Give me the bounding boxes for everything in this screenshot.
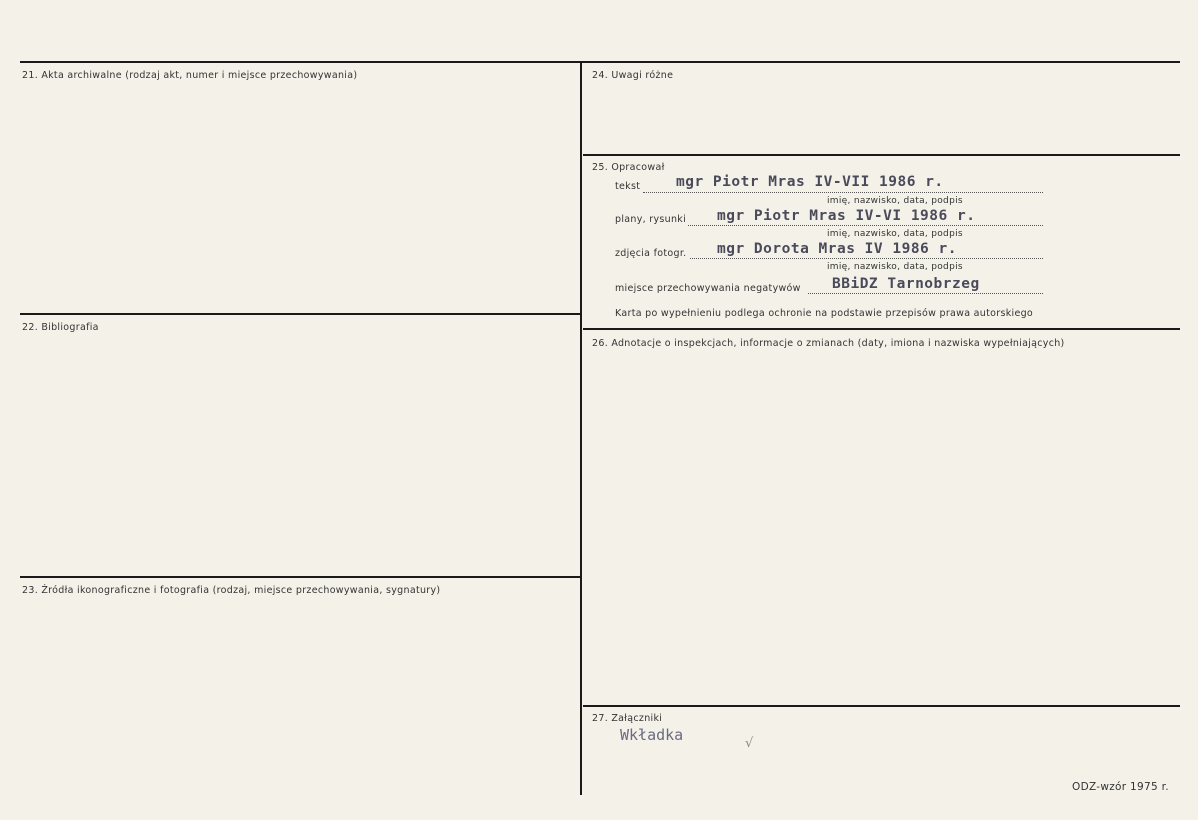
negatywy-value: BBiDZ Tarnobrzeg [832,276,980,292]
zdjecia-value: mgr Dorota Mras IV 1986 r. [717,241,957,257]
zdjecia-hint: imię, nazwisko, data, podpis [827,262,963,272]
section-23-label: 23. Źródła ikonograficzne i fotografia (rodzaj, miejsce przechowywania, sygnatury) [22,585,441,596]
divider-21-22 [20,313,580,315]
divider-26-27 [583,705,1180,707]
center-vertical-rule [580,61,582,795]
form-id: ODZ-wzór 1975 r. [1072,781,1169,793]
section-27-label: 27. Załączniki [592,713,663,724]
section-21-label: 21. Akta archiwalne (rodzaj akt, numer i miejsce przechowywania) [22,70,358,81]
plany-value: mgr Piotr Mras IV-VI 1986 r. [717,208,976,224]
tekst-hint: imię, nazwisko, data, podpis [827,196,963,206]
negatywy-label: miejsce przechowywania negatywów [615,283,801,294]
divider-25-26 [583,328,1180,330]
divider-22-23 [20,576,580,578]
section-24-label: 24. Uwagi różne [592,70,674,81]
plany-hint: imię, nazwisko, data, podpis [827,229,963,239]
section-25-label: 25. Opracował [592,162,665,173]
tekst-value: mgr Piotr Mras IV-VII 1986 r. [676,174,944,190]
section-26-label: 26. Adnotacje o inspekcjach, informacje o zmianach (daty, imiona i nazwiska wypełniających) [592,338,1065,349]
karta-note: Karta po wypełnieniu podlega ochronie na podstawie przepisów prawa autorskiego [615,308,1034,319]
divider-24-25 [583,154,1180,156]
tekst-dotted-line [643,192,1043,193]
plany-dotted-line [688,225,1043,226]
top-rule [20,61,1180,63]
check-mark: √ [745,736,754,751]
negatywy-dotted-line [808,293,1043,294]
plany-label: plany, rysunki [615,214,687,225]
tekst-label: tekst [615,181,641,192]
zdjecia-label: zdjęcia fotogr. [615,248,687,259]
zdjecia-dotted-line [690,258,1043,259]
zalaczniki-value: Wkładka [620,726,684,744]
section-22-label: 22. Bibliografia [22,322,99,333]
